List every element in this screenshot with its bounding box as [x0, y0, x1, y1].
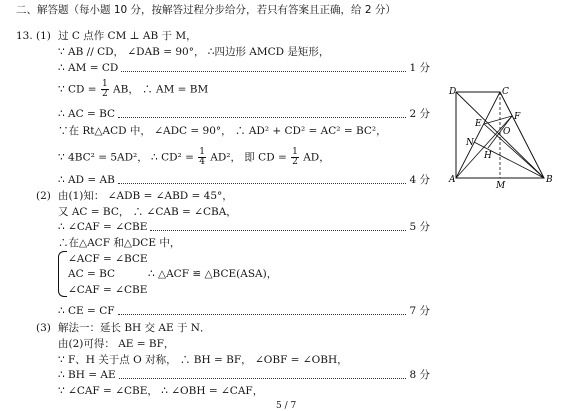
label-a: A [449, 175, 456, 185]
frac-den: 4 [199, 157, 205, 167]
p1-line8-text: ∴ AD = AB [58, 174, 115, 186]
label-h: H [484, 151, 492, 161]
score-1: 1 分 [409, 62, 430, 74]
frac-num: 1 [292, 147, 298, 157]
system-eq2: AC = BC [68, 268, 116, 280]
geometry-figure [448, 84, 560, 196]
fraction-half-2 [291, 148, 299, 167]
p1-line4 [58, 79, 209, 99]
score-8: 8 分 [409, 369, 430, 381]
part1-label: (1) [36, 30, 51, 42]
p3-line5: ∵ ∠CAF = ∠CBE， ∴ ∠OBH = ∠CAF， [58, 385, 264, 397]
system-brace [58, 251, 67, 297]
dot-leader [119, 378, 407, 379]
p3-line2: 由(2)可得： AE = BF， [58, 338, 175, 350]
page-footer: 5 / 7 [276, 401, 297, 411]
dot-leader [118, 117, 406, 118]
p3-line4 [58, 368, 430, 382]
system-eq3: ∠CAF = ∠CBE [68, 284, 148, 296]
dot-leader [150, 230, 406, 231]
p2-line2: 又 AC = BC， ∴ ∠CAB = ∠CBA， [58, 206, 237, 218]
p1-line3 [58, 61, 430, 75]
p1-line8 [58, 173, 430, 187]
p2-line3 [58, 220, 430, 234]
p1-line7a: ∵ 4BC² = 5AD²， ∴ CD² = [58, 151, 194, 164]
part2-label: (2) [36, 190, 51, 202]
system-conclusion: ∴ △ACF ≌ △BCE(ASA)， [148, 268, 278, 280]
score-4: 4 分 [409, 174, 430, 186]
dot-leader [118, 183, 407, 184]
label-c: C [502, 87, 509, 97]
frac-den: 2 [292, 157, 298, 167]
p1-line2: ∵ AB // CD， ∠DAB = 90°， ∴四边形 AMCD 是矩形， [58, 46, 330, 58]
p3-line1: 解法一：延长 BH 交 AE 于 N． [58, 322, 211, 334]
p1-line3-text: ∴ AM = CD [58, 62, 119, 74]
frac-num: 1 [199, 147, 205, 157]
p3-line4-text: ∴ BH = AE [58, 369, 116, 381]
system-eq1: ∠ACF = ∠BCE [68, 253, 148, 265]
p1-line4a: ∵ CD = [58, 83, 97, 96]
score-7: 7 分 [409, 305, 430, 317]
label-o: O [503, 127, 511, 137]
part3-label: (3) [36, 322, 51, 334]
label-d: D [449, 87, 457, 97]
label-n: N [466, 138, 474, 148]
label-m: M [496, 181, 506, 191]
p2-line3-text: ∴ ∠CAF = ∠CBE [58, 221, 148, 233]
frac-num: 1 [101, 79, 108, 89]
frac-den: 2 [101, 89, 108, 99]
label-f: F [514, 112, 521, 122]
p2-line1: 由(1)知： ∠ADB = ∠ABD = 45°， [58, 190, 233, 202]
score-5: 5 分 [409, 221, 430, 233]
dot-leader [121, 71, 406, 72]
label-e: E [475, 119, 482, 129]
fraction-quarter [198, 148, 206, 167]
segment-be [484, 124, 544, 178]
p1-line5 [58, 107, 430, 121]
p1-line6: ∵在 Rt△ACD 中， ∠ADC = 90°， ∴ AD² + CD² = AC² = BC²， [58, 125, 387, 137]
diagonal-ac [456, 92, 500, 178]
p2-line4: ∴在△ACF 和△DCE 中， [58, 237, 181, 249]
fraction-half [101, 80, 109, 99]
p1-line1: 过 C 点作 CM ⊥ AB 于 M， [58, 30, 197, 42]
p1-line7 [58, 147, 330, 167]
p2-line5-text: ∴ CE = CF [58, 305, 115, 317]
section-header: 二、解答题（每小题 10 分，按解答过程分步给分，若只有答案且正确，给 2 分） [16, 4, 396, 16]
question-number: 13. [16, 30, 33, 42]
p1-line4b: AB， ∴ AM = BM [113, 83, 209, 96]
p1-line5-text: ∴ AC = BC [58, 108, 116, 120]
segment-ef [484, 116, 512, 124]
p1-line7b: AD²， 即 CD = [210, 151, 287, 164]
p3-line3: ∵ F、H 关于点 O 对称， ∴ BH = BF， ∠OBF = ∠OBH， [58, 354, 348, 366]
label-b: B [546, 175, 553, 185]
score-2: 2 分 [409, 108, 430, 120]
p1-line7c: AD， [303, 151, 330, 164]
dot-leader [118, 314, 407, 315]
p2-line5 [58, 304, 430, 318]
